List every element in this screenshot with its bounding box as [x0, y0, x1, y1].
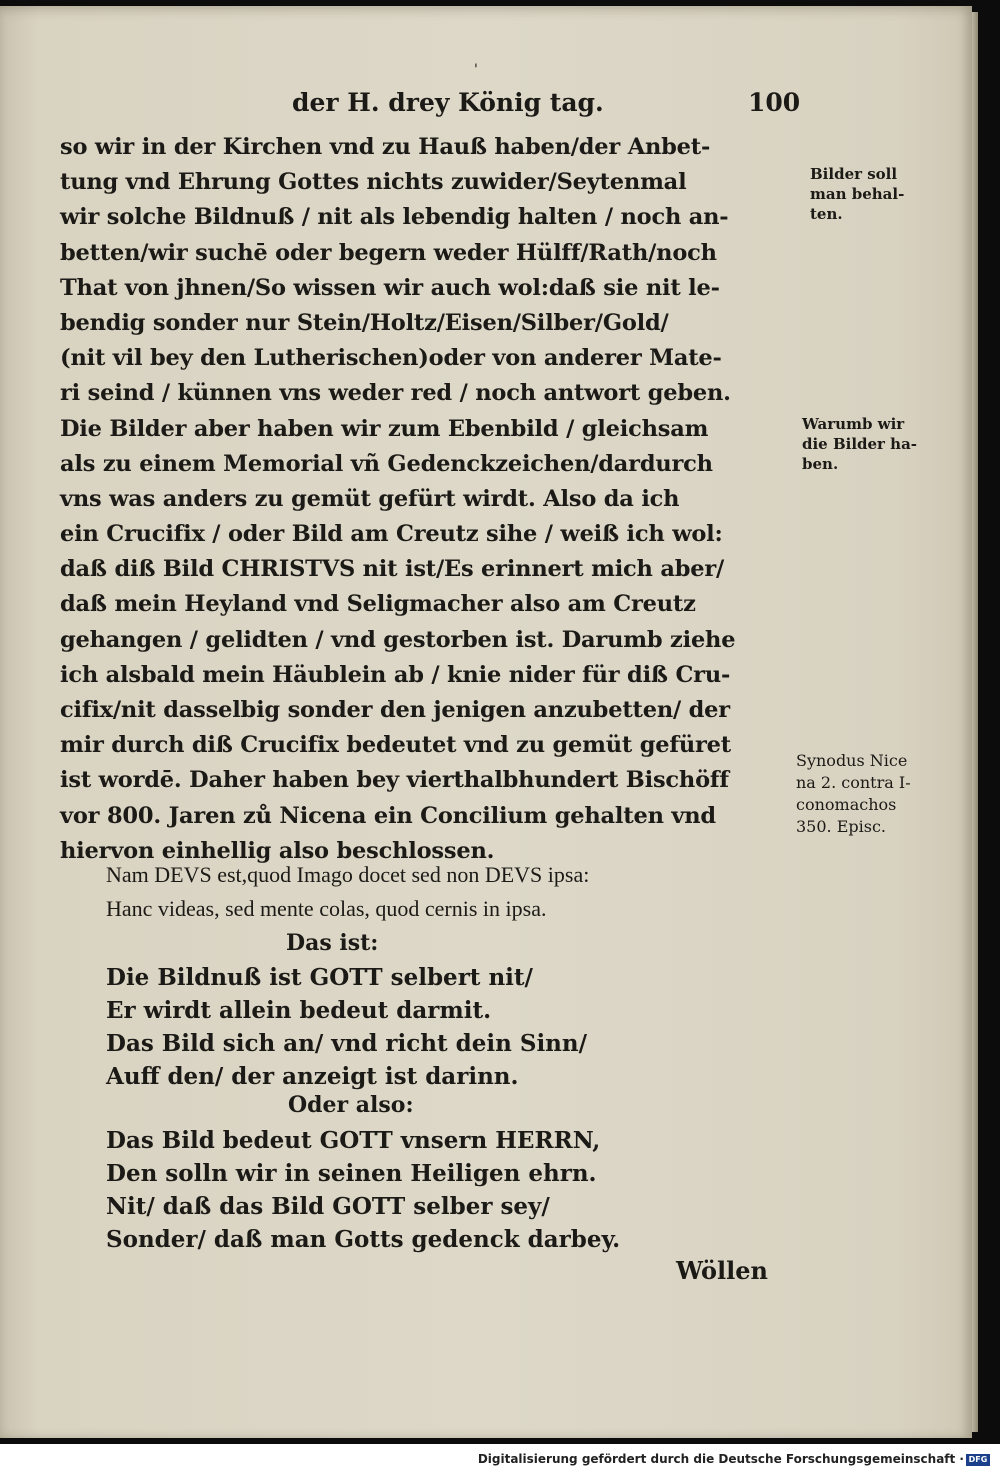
marginal-line: na 2. contra I-: [796, 773, 911, 792]
page-edge: [972, 12, 978, 1432]
marginal-line: Synodus Nice: [796, 751, 908, 770]
text-line: vns was anders zu gemüt gefürt wirdt. Also da ich: [60, 485, 680, 512]
text-line: ri seind / künnen vns weder red / noch antwort geben.: [60, 380, 731, 407]
verse-line: Die Bildnuß ist GOTT selbert nit/: [106, 964, 533, 991]
text-line: ist wordē. Daher haben bey vierthalbhundert Bischöff: [60, 767, 729, 794]
text-line: bendig sonder nur Stein/Holtz/Eisen/Silber/Gold/: [60, 309, 669, 336]
verse-line: Den solln wir in seinen Heiligen ehrn.: [106, 1160, 597, 1187]
text-line: betten/wir suchē oder begern weder Hülff/Rath/noch: [60, 239, 717, 266]
latin-verse: [106, 858, 589, 926]
verse-line: Auff den/ der anzeigt ist darinn.: [106, 1063, 519, 1090]
verse-line: Das Bild bedeut GOTT vnsern HERRN,: [106, 1127, 601, 1154]
verse-line: Nit/ daß das Bild GOTT selber sey/: [106, 1193, 550, 1220]
dfg-logo: DFG: [966, 1454, 990, 1466]
oder-also-label: Oder also:: [288, 1092, 414, 1118]
marginal-line: ten.: [810, 205, 843, 223]
text-line: That von jhnen/So wissen wir auch wol:daß sie nit le-: [60, 274, 720, 301]
text-line: so wir in der Kirchen vnd zu Hauß haben/der Anbet-: [60, 134, 711, 160]
verse-line: Nam DEVS est,quod Imago docet sed non DEVS ipsa:: [106, 862, 590, 887]
running-title: der H. drey König tag.: [292, 88, 604, 117]
marginal-line: ben.: [802, 455, 839, 473]
german-verse-2: [106, 1124, 620, 1256]
das-ist-label: Das ist:: [286, 930, 379, 956]
marginal-line: die Bilder ha-: [802, 435, 918, 453]
text-line: als zu einem Memorial vñ Gedenckzeichen/dardurch: [60, 450, 713, 477]
verse-line: Sonder/ daß man Gotts gedenck darbey.: [106, 1226, 621, 1253]
main-text-block: [60, 130, 800, 869]
verse-line: Das Bild sich an/ vnd richt dein Sinn/: [106, 1030, 588, 1057]
text-line: tung vnd Ehrung Gottes nichts zuwider/Seytenmal: [60, 169, 687, 196]
text-line: daß diß Bild CHRISTVS nit ist/Es erinnert mich aber/: [60, 556, 725, 583]
marginal-note-synodus: [796, 750, 911, 838]
verse-line: Hanc videas, sed mente colas, quod cernis in ipsa.: [106, 896, 547, 921]
text-line: ich alsbald mein Häublein ab / knie nider für diß Cru-: [60, 661, 731, 688]
header-mark: ': [474, 62, 478, 78]
text-line: wir solche Bildnuß / nit als lebendig halten / noch an-: [60, 204, 729, 231]
marginal-line: man behal-: [810, 185, 905, 203]
marginal-line: conomachos: [796, 795, 897, 814]
text-line: (nit vil bey den Lutherischen)oder von anderer Mate-: [60, 345, 722, 372]
text-line: mir durch diß Crucifix bedeutet vnd zu gemüt gefüret: [60, 732, 731, 759]
marginal-note-warumb: [802, 414, 917, 474]
page-number: 100: [748, 88, 801, 117]
marginal-line: Warumb wir: [802, 415, 905, 433]
funding-notice: Digitalisierung gefördert durch die Deutsche Forschungsgemeinschaft ·: [477, 1452, 964, 1466]
verse-line: Er wirdt allein bedeut darmit.: [106, 997, 492, 1024]
text-line: ein Crucifix / oder Bild am Creutz sihe / weiß ich wol:: [60, 521, 723, 548]
marginal-line: 350. Episc.: [796, 817, 887, 836]
text-line: daß mein Heyland vnd Seligmacher also am Creutz: [60, 591, 696, 618]
marginal-note-bilder: [810, 164, 904, 224]
text-line: vor 800. Jaren zů Nicena ein Concilium gehalten vnd: [60, 802, 716, 829]
marginal-line: Bilder soll: [810, 165, 898, 183]
german-verse-1: [106, 961, 587, 1093]
book-page: [0, 6, 972, 1438]
text-line: cifix/nit dasselbig sonder den jenigen anzubetten/ der: [60, 697, 730, 723]
text-line: gehangen / gelidten / vnd gestorben ist. Darumb ziehe: [60, 626, 736, 653]
text-line: Die Bilder aber haben wir zum Ebenbild / gleichsam: [60, 415, 709, 442]
text-line: hiervon einhellig also beschlossen.: [60, 837, 495, 864]
catchword: Wöllen: [676, 1256, 768, 1285]
